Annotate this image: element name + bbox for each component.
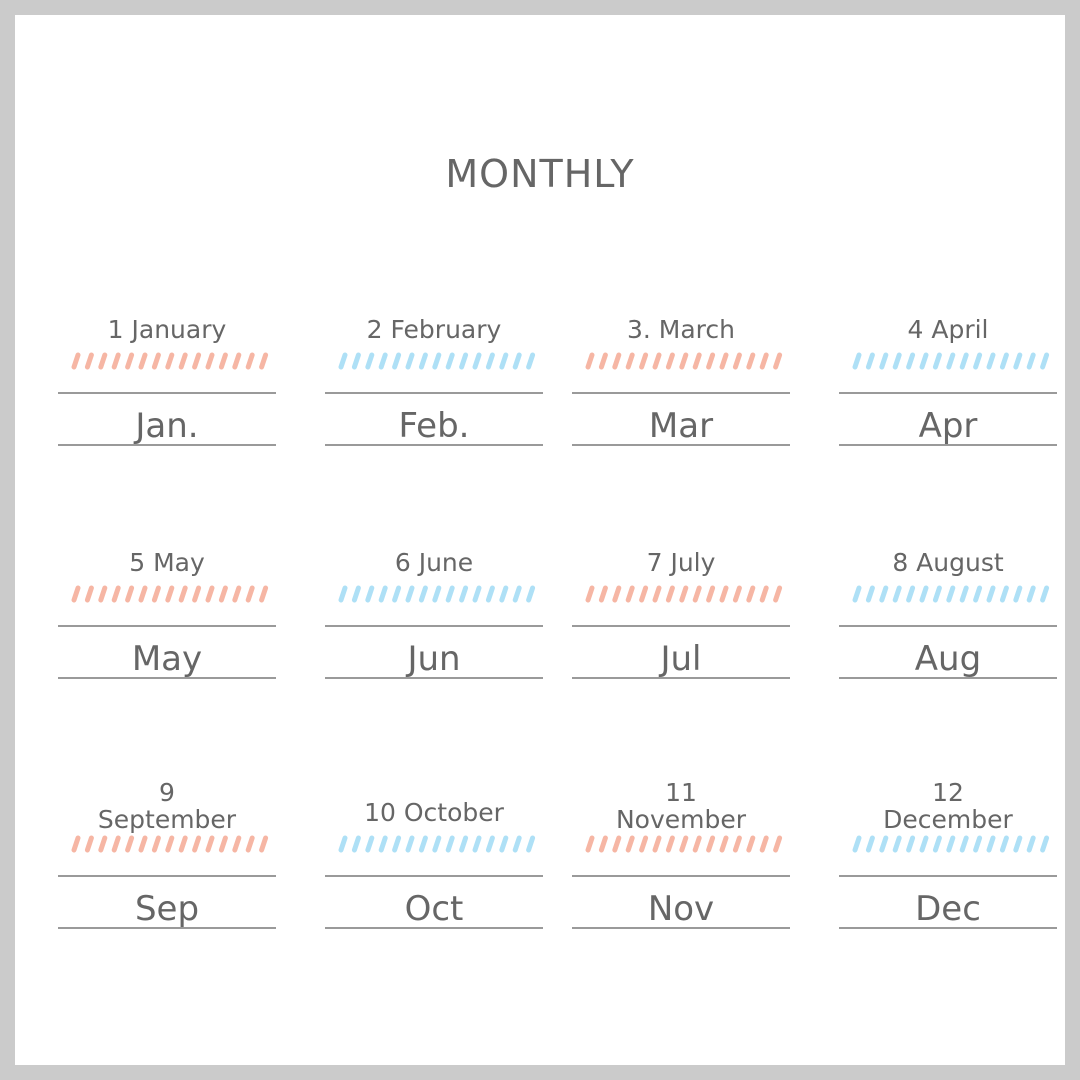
write-line-bottom — [572, 927, 790, 929]
month-full-name: 4 April — [907, 315, 989, 344]
write-line-top — [572, 392, 790, 394]
month-full-name: 6 June — [394, 548, 474, 577]
month-cell-july — [572, 543, 790, 693]
month-full-name: 10 October — [364, 798, 504, 827]
write-line-bottom — [58, 444, 276, 446]
month-cell-january — [58, 310, 276, 460]
write-line-bottom — [325, 927, 543, 929]
write-line-bottom — [839, 677, 1057, 679]
month-cell-june — [325, 543, 543, 693]
month-cell-september — [58, 778, 276, 943]
month-abbreviation: Feb. — [398, 406, 470, 446]
month-cell-april — [839, 310, 1057, 460]
write-line-top — [839, 392, 1057, 394]
write-line-bottom — [839, 444, 1057, 446]
write-line-bottom — [58, 677, 276, 679]
month-full-name: 2 February — [366, 315, 502, 344]
write-line-top — [325, 392, 543, 394]
month-full-name: 5 May — [129, 548, 205, 577]
hatch-highlight — [70, 835, 274, 853]
month-full-name: 1 January — [107, 315, 227, 344]
hatch-highlight — [584, 585, 788, 603]
month-cell-march — [572, 310, 790, 460]
month-cell-november — [572, 778, 790, 943]
month-cell-december — [839, 778, 1057, 943]
month-full-name: 3. March — [626, 315, 735, 344]
write-line-bottom — [572, 444, 790, 446]
hatch-highlight — [337, 352, 541, 370]
hatch-highlight — [851, 352, 1055, 370]
month-full-name: 12 December — [883, 778, 1013, 834]
month-full-name: 8 August — [892, 548, 1004, 577]
month-abbreviation: Oct — [404, 889, 464, 929]
write-line-top — [572, 875, 790, 877]
month-abbreviation: Aug — [914, 639, 982, 679]
month-abbreviation: Sep — [134, 889, 200, 929]
write-line-bottom — [572, 677, 790, 679]
write-line-top — [325, 625, 543, 627]
month-abbreviation: Jan. — [135, 406, 199, 446]
hatch-highlight — [851, 835, 1055, 853]
write-line-top — [839, 625, 1057, 627]
hatch-highlight — [70, 585, 274, 603]
month-abbreviation: Apr — [918, 406, 978, 446]
month-abbreviation: Nov — [647, 889, 715, 929]
month-cell-february — [325, 310, 543, 460]
write-line-top — [325, 875, 543, 877]
hatch-highlight — [337, 835, 541, 853]
hatch-highlight — [584, 352, 788, 370]
write-line-bottom — [839, 927, 1057, 929]
hatch-highlight — [337, 585, 541, 603]
month-full-name: 7 July — [646, 548, 716, 577]
month-full-name: 11 November — [615, 778, 747, 834]
month-cell-may — [58, 543, 276, 693]
month-abbreviation: May — [131, 639, 203, 679]
month-abbreviation: Dec — [915, 889, 981, 929]
month-abbreviation: Mar — [648, 406, 714, 446]
month-abbreviation: Jul — [660, 639, 702, 679]
write-line-top — [572, 625, 790, 627]
month-full-name: 9 September — [97, 778, 237, 834]
write-line-top — [58, 625, 276, 627]
hatch-highlight — [584, 835, 788, 853]
write-line-top — [58, 875, 276, 877]
month-cell-october — [325, 793, 543, 943]
write-line-top — [58, 392, 276, 394]
hatch-highlight — [851, 585, 1055, 603]
month-cell-august — [839, 543, 1057, 693]
month-abbreviation: Jun — [407, 639, 461, 679]
page-title: MONTHLY — [445, 152, 635, 196]
write-line-bottom — [325, 677, 543, 679]
write-line-bottom — [58, 927, 276, 929]
write-line-top — [839, 875, 1057, 877]
hatch-highlight — [70, 352, 274, 370]
write-line-bottom — [325, 444, 543, 446]
